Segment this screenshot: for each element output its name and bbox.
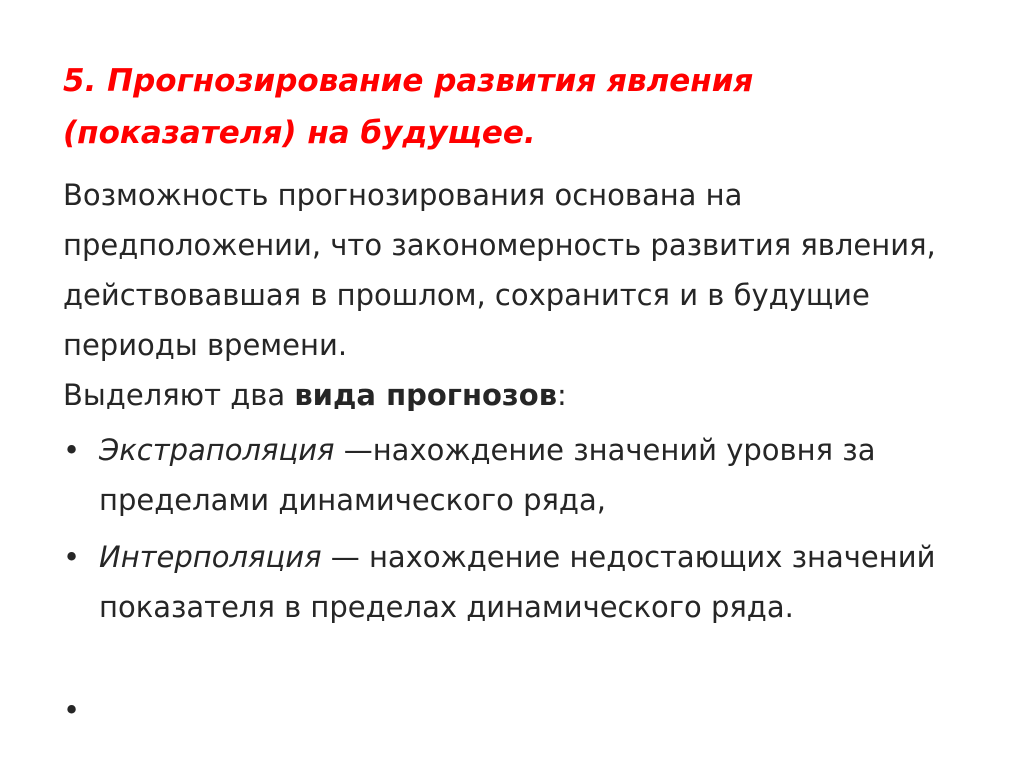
bullet-term: Интерполяция xyxy=(99,540,322,574)
bullet-marker: • xyxy=(63,693,81,727)
forecast-types-colon: : xyxy=(557,378,567,412)
bullet-text: —нахождение значений уровня за пределами динамического ряда, xyxy=(99,433,876,517)
forecast-types-text: Выделяют два xyxy=(63,378,295,412)
forecast-types-paragraph xyxy=(63,370,963,420)
bullet-content xyxy=(99,532,959,632)
forecast-types-bold: вида прогнозов xyxy=(294,378,558,412)
bullet-marker: • xyxy=(63,540,81,574)
slide-title: 5. Прогнозирование развития явления (показателя) на будущее. xyxy=(63,63,754,151)
bullet-text: — нахождение недостающих значений показателя в пределах динамического ряда. xyxy=(99,540,936,624)
bullet-term: Экстраполяция xyxy=(99,433,335,467)
intro-paragraph: Возможность прогнозирования основана на предположении, что закономерность развития явления, действовавшая в прошлом, сохранится и в будущие периоды времени. xyxy=(63,178,936,362)
bullet-content xyxy=(99,425,959,525)
bullet-marker: • xyxy=(63,433,81,467)
